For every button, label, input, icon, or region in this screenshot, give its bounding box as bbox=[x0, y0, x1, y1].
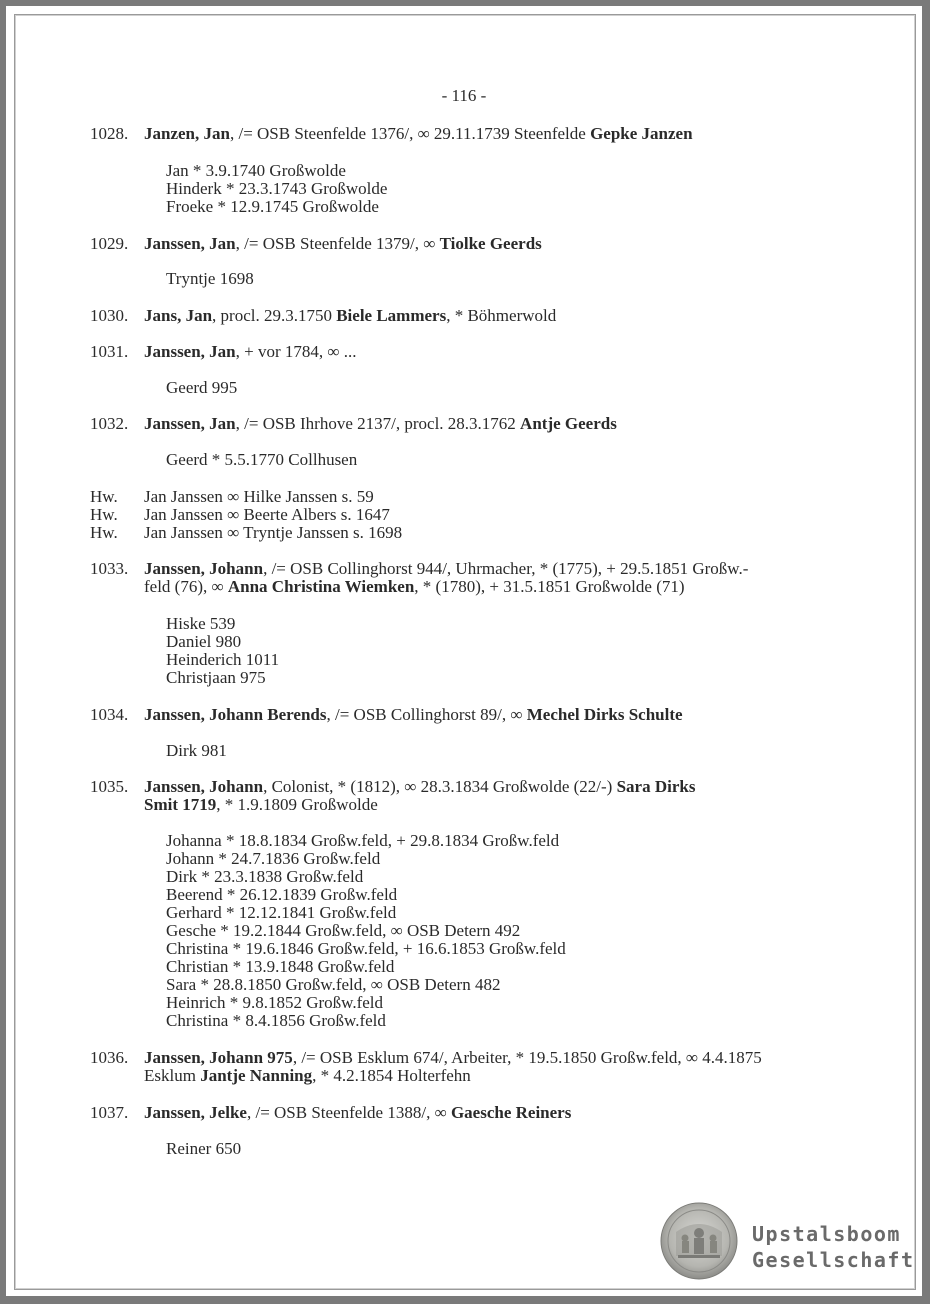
child-entry: Hinderk * 23.3.1743 Großwolde bbox=[166, 179, 388, 198]
person-name: Sara Dirks bbox=[616, 777, 696, 796]
person-name: Janssen, Johann Berends bbox=[144, 705, 327, 724]
entry-text bbox=[144, 1048, 762, 1067]
entry-text bbox=[144, 705, 683, 724]
entry-text bbox=[144, 1103, 571, 1122]
entry-number: 1037. bbox=[90, 1103, 129, 1122]
child-entry: Christina * 19.6.1846 Großw.feld, + 16.6.1853 Großw.feld bbox=[166, 939, 566, 958]
entry-number: 1032. bbox=[90, 414, 129, 433]
entry-text bbox=[144, 795, 378, 814]
entry-text bbox=[144, 306, 556, 325]
child-entry: Johanna * 18.8.1834 Großw.feld, + 29.8.1834 Großw.feld bbox=[166, 831, 560, 850]
entry-detail: , procl. 29.3.1750 bbox=[212, 306, 337, 325]
entry-number: Hw. bbox=[90, 487, 118, 506]
person-name: Mechel Dirks Schulte bbox=[526, 705, 683, 724]
entry-detail: Jan Janssen ∞ Beerte Albers s. 1647 bbox=[144, 505, 390, 524]
child-entry: Beerend * 26.12.1839 Großw.feld bbox=[166, 885, 398, 904]
person-name: Gaesche Reiners bbox=[450, 1103, 572, 1122]
person-name: Janssen, Jan bbox=[144, 234, 236, 253]
entry-text bbox=[144, 523, 402, 542]
entry-number: 1031. bbox=[90, 342, 129, 361]
document-sheet bbox=[14, 14, 916, 1290]
entry-detail: , /= OSB Collinghorst 944/, Uhrmacher, * (1775), + 29.5.1851 Großw.- bbox=[263, 559, 749, 578]
child-entry: Christian * 13.9.1848 Großw.feld bbox=[166, 957, 395, 976]
child-entry: Gerhard * 12.12.1841 Großw.feld bbox=[166, 903, 397, 922]
entry-number: 1033. bbox=[90, 559, 129, 578]
person-name: Tiolke Geerds bbox=[439, 234, 542, 253]
entry-detail: , + vor 1784, ∞ ... bbox=[235, 342, 357, 361]
child-entry: Dirk 981 bbox=[166, 741, 227, 760]
person-name: Janssen, Johann bbox=[144, 559, 264, 578]
entry-number: 1028. bbox=[90, 124, 129, 143]
entry-detail: , * 4.2.1854 Holterfehn bbox=[312, 1066, 471, 1085]
entry-detail: , /= OSB Steenfelde 1379/, ∞ bbox=[235, 234, 440, 253]
child-entry: Heinrich * 9.8.1852 Großw.feld bbox=[166, 993, 384, 1012]
person-name: Janssen, Jan bbox=[144, 342, 236, 361]
child-entry: Hiske 539 bbox=[166, 614, 236, 633]
entry-text bbox=[144, 487, 374, 506]
entry-text bbox=[144, 124, 693, 143]
entry-detail: , /= OSB Collinghorst 89/, ∞ bbox=[326, 705, 527, 724]
child-entry: Christjaan 975 bbox=[166, 668, 266, 687]
person-name: Janssen, Jan bbox=[144, 414, 236, 433]
person-name: Jantje Nanning bbox=[200, 1066, 313, 1085]
child-entry: Tryntje 1698 bbox=[166, 269, 254, 288]
entry-detail: , /= OSB Ihrhove 2137/, procl. 28.3.1762 bbox=[235, 414, 521, 433]
person-name: Janssen, Johann bbox=[144, 777, 264, 796]
entry-detail: , * (1780), + 31.5.1851 Großwolde (71) bbox=[414, 577, 685, 596]
entry-text bbox=[144, 559, 748, 578]
person-name: Janzen, Jan bbox=[144, 124, 230, 143]
child-entry: Daniel 980 bbox=[166, 632, 242, 651]
person-name: Biele Lammers bbox=[336, 306, 447, 325]
entry-detail: , /= OSB Esklum 674/, Arbeiter, * 19.5.1850 Großw.feld, ∞ 4.4.1875 bbox=[292, 1048, 762, 1067]
person-name: Janssen, Jelke bbox=[144, 1103, 247, 1122]
page-frame bbox=[6, 6, 922, 1296]
entry-text bbox=[144, 1066, 471, 1085]
entry-detail: , /= OSB Steenfelde 1388/, ∞ bbox=[246, 1103, 451, 1122]
entry-detail: Jan Janssen ∞ Tryntje Janssen s. 1698 bbox=[144, 523, 403, 542]
child-entry: Heinderich 1011 bbox=[166, 650, 280, 669]
society-seal-icon bbox=[660, 1202, 738, 1280]
person-name: Smit 1719 bbox=[144, 795, 217, 814]
entry-detail: , * 1.9.1809 Großwolde bbox=[216, 795, 378, 814]
child-entry: Christina * 8.4.1856 Großw.feld bbox=[166, 1011, 386, 1030]
entry-detail: , * Böhmerwold bbox=[446, 306, 557, 325]
person-name: Janssen, Johann 975 bbox=[144, 1048, 293, 1067]
entry-detail: , /= OSB Steenfelde 1376/, ∞ 29.11.1739 Steenfelde bbox=[229, 124, 591, 143]
entry-text bbox=[144, 414, 617, 433]
child-entry: Froeke * 12.9.1745 Großwolde bbox=[166, 197, 379, 216]
entry-number: 1034. bbox=[90, 705, 129, 724]
person-name: Gepke Janzen bbox=[590, 124, 693, 143]
child-entry: Geerd * 5.5.1770 Collhusen bbox=[166, 450, 358, 469]
entry-number: 1030. bbox=[90, 306, 129, 325]
entry-text bbox=[144, 577, 685, 596]
entry-text bbox=[144, 777, 695, 796]
entry-number: 1035. bbox=[90, 777, 129, 796]
entry-number: Hw. bbox=[90, 523, 118, 542]
child-entry: Reiner 650 bbox=[166, 1139, 242, 1158]
child-entry: Sara * 28.8.1850 Großw.feld, ∞ OSB Detern 482 bbox=[166, 975, 501, 994]
entry-number: Hw. bbox=[90, 505, 118, 524]
child-entry: Gesche * 19.2.1844 Großw.feld, ∞ OSB Detern 492 bbox=[166, 921, 521, 940]
entry-detail: , Colonist, * (1812), ∞ 28.3.1834 Großwolde (22/-) bbox=[263, 777, 617, 796]
entry-text bbox=[144, 342, 357, 361]
entry-number: 1029. bbox=[90, 234, 129, 253]
person-name: Antje Geerds bbox=[520, 414, 617, 433]
entry-detail: feld (76), ∞ bbox=[144, 577, 228, 596]
person-name: Anna Christina Wiemken bbox=[227, 577, 415, 596]
child-entry: Dirk * 23.3.1838 Großw.feld bbox=[166, 867, 364, 886]
entry-number: 1036. bbox=[90, 1048, 129, 1067]
entry-text bbox=[144, 234, 542, 253]
person-name: Jans, Jan bbox=[144, 306, 213, 325]
child-entry: Jan * 3.9.1740 Großwolde bbox=[166, 161, 346, 180]
society-name-line1: Upstalsboom bbox=[752, 1222, 901, 1246]
entry-text bbox=[144, 505, 390, 524]
entry-detail: Esklum bbox=[144, 1066, 201, 1085]
page-number: - 116 - bbox=[441, 86, 487, 105]
entry-detail: Jan Janssen ∞ Hilke Janssen s. 59 bbox=[144, 487, 374, 506]
society-name-line2: Gesellschaft bbox=[752, 1248, 915, 1272]
child-entry: Johann * 24.7.1836 Großw.feld bbox=[166, 849, 381, 868]
child-entry: Geerd 995 bbox=[166, 378, 238, 397]
